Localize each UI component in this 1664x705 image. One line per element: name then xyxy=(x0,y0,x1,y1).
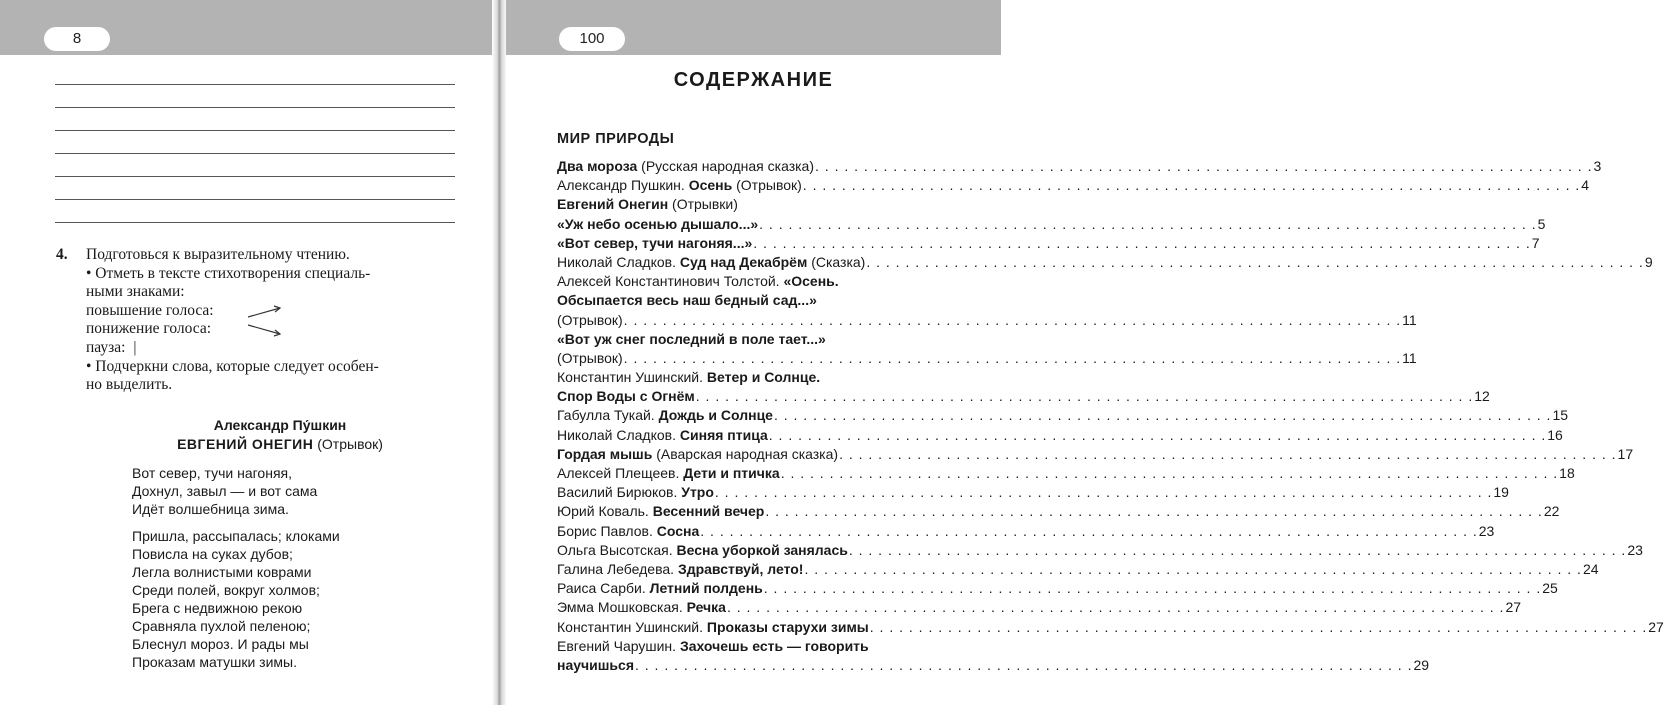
toc-entry-title: Летний полдень xyxy=(649,580,763,597)
task-number: 4. xyxy=(56,246,68,263)
toc-entry-title: Спор Воды с Огнём xyxy=(557,388,695,405)
toc-entry-title: научишься xyxy=(557,656,634,673)
poem-line: Идёт волшебница зима. xyxy=(132,501,289,517)
toc-entry-page: 11 xyxy=(1402,311,1417,328)
toc-entry-leader: . . . . . . . . . . . . . . . . . . . . . . . . . . . . . . . . . . . . . . . . . . . . . . . . . . . . . . . . . . . . . . . . . . . . . . . . . . . . . . . . xyxy=(802,177,1581,194)
toc-entry xyxy=(557,195,960,214)
poem-stanza-1 xyxy=(132,464,317,518)
poem-title xyxy=(110,436,450,452)
toc-entry-leader: . . . . . . . . . . . . . . . . . . . . . . . . . . . . . . . . . . . . . . . . . . . . . . . . . . . . . . . . . . . . . . . . . . . . . . . . . . . . . . . . xyxy=(753,234,1531,251)
toc-entry-leader: . . . . . . . . . . . . . . . . . . . . . . . . . . . . . . . . . . . . . . . . . . . . . . . . . . . . . . . . . . . . . . . . . . . . . . . . . . . . . . . . xyxy=(726,599,1505,616)
toc-entry-leader: . . . . . . . . . . . . . . . . . . . . . . . . . . . . . . . . . . . . . . . . . . . . . . . . . . . . . . . . . . . . . . . . . . . . . . . . . . . . . . . . xyxy=(773,407,1552,424)
toc-entry xyxy=(557,541,1643,560)
toc-entry xyxy=(557,483,1509,502)
toc-entry-note: (Отрывок) xyxy=(557,349,623,366)
toc-entry-author: Эмма Мошковская. xyxy=(557,599,683,616)
toc-entry-leader: . . . . . . . . . . . . . . . . . . . . . . . . . . . . . . . . . . . . . . . . . . . . . . . . . . . . . . . . . . . . . . . . . . . . . . . . . . . . . . . . xyxy=(695,388,1474,405)
toc-entry-author: Николай Сладков. xyxy=(557,253,676,270)
toc-entry xyxy=(557,618,1664,637)
task-4 xyxy=(56,246,476,395)
table-of-contents xyxy=(557,157,1664,675)
poem-line: Блеснул мороз. И рады мы xyxy=(132,636,309,652)
toc-entry xyxy=(557,291,960,310)
toc-entry-page: 17 xyxy=(1617,445,1634,462)
toc-entry-title: «Уж небо осенью дышало...» xyxy=(557,215,759,232)
toc-entry-title: Осень xyxy=(688,177,733,194)
toc-entry xyxy=(557,464,1575,483)
toc-entry-leader: . . . . . . . . . . . . . . . . . . . . . . . . . . . . . . . . . . . . . . . . . . . . . . . . . . . . . . . . . . . . . . . . . . . . . . . . . . . . . . . . xyxy=(765,503,1543,520)
raise-arrow-icon xyxy=(246,304,286,320)
toc-entry-page: 5 xyxy=(1537,215,1546,232)
toc-entry-page: 11 xyxy=(1402,349,1417,366)
toc-entry-author: Раиса Сарби. xyxy=(557,580,646,597)
toc-entry-leader: . . . . . . . . . . . . . . . . . . . . . . . . . . . . . . . . . . . . . . . . . . . . . . . . . . . . . . . . . . . . . . . . . . . . . . . . . . . . . . . . xyxy=(869,618,1648,635)
toc-entry-leader: . . . . . . . . . . . . . . . . . . . . . . . . . . . . . . . . . . . . . . . . . . . . . . . . . . . . . . . . . . . . . . . . . . . . . . . . . . . . . . . . xyxy=(780,465,1559,481)
toc-entry-author: Алексей Плещеев. xyxy=(557,465,680,481)
toc-entry-page: 22 xyxy=(1543,503,1560,520)
toc-entry-leader: . . . . . . . . . . . . . . . . . . . . . . . . . . . . . . . . . . . . . . . . . . . . . . . . . . . . . . . . . . . . . . . . . . . . . . . . . . . . . . . . xyxy=(623,349,1402,366)
task-line: но выделить. xyxy=(86,376,173,394)
toc-entry-author: Василий Бирюков. xyxy=(557,484,678,501)
toc-entry xyxy=(557,406,1569,425)
toc-entry-author: Борис Павлов. xyxy=(557,522,653,539)
toc-entry-author: Юрий Коваль. xyxy=(557,503,649,520)
toc-entry-leader: . . . . . . . . . . . . . . . . . . . . . . . . . . . . . . . . . . . . . . . . . . . . . . . . . . . . . . . . . . . . . . . . . . . . . . . . . . . . . . . . xyxy=(768,426,1547,443)
toc-entry xyxy=(557,368,960,387)
toc-entry-note: (Аварская народная сказка) xyxy=(656,445,839,462)
mark-lower-label: понижение голоса: xyxy=(86,320,212,338)
toc-entry-author: Николай Сладков. xyxy=(557,426,676,443)
toc-entry-leader: . . . . . . . . . . . . . . . . . . . . . . . . . . . . . . . . . . . . . . . . . . . . . . . . . . . . . . . . . . . . . . . . . . . . . . . . . . . . . . . . xyxy=(759,215,1537,232)
toc-entry-title: Утро xyxy=(681,484,714,501)
toc-entry-title: «Вот уж снег последний в поле тает...» xyxy=(557,330,826,347)
toc-entry-author: Алексей Константинович Толстой. xyxy=(557,273,780,290)
toc-entry-page: 27 xyxy=(1505,599,1522,616)
toc-entry-title: Захочешь есть — говорить xyxy=(679,637,869,654)
poem-line: Брега с недвижною рекою xyxy=(132,600,303,616)
left-page-number: 8 xyxy=(44,27,110,51)
poem-stanza-2 xyxy=(132,527,340,671)
toc-entry xyxy=(557,522,1495,541)
toc-entry-title: Весенний вечер xyxy=(652,503,765,520)
toc-entry-page: 4 xyxy=(1581,177,1590,194)
toc-entry-author: Константин Ушинский. xyxy=(557,618,704,635)
toc-entry xyxy=(557,272,960,291)
toc-entry-title: Речка xyxy=(686,599,726,616)
writing-line xyxy=(55,153,455,154)
writing-line xyxy=(55,222,455,223)
poem-line: Сравняла пухлой пеленою; xyxy=(132,618,311,634)
toc-entry-page: 9 xyxy=(1644,253,1653,270)
toc-entry xyxy=(557,637,960,656)
toc-entry-leader: . . . . . . . . . . . . . . . . . . . . . . . . . . . . . . . . . . . . . . . . . . . . . . . . . . . . . . . . . . . . . . . . . . . . . . . . . . . . . . . . xyxy=(635,656,1413,673)
pause-symbol: | xyxy=(133,338,137,356)
toc-entry xyxy=(557,176,1590,195)
toc-entry-author: Габулла Тукай. xyxy=(557,407,655,424)
toc-entry xyxy=(557,253,1653,272)
toc-entry-leader: . . . . . . . . . . . . . . . . . . . . . . . . . . . . . . . . . . . . . . . . . . . . . . . . . . . . . . . . . . . . . . . . . . . . . . . . . . . . . . . . xyxy=(623,311,1402,328)
mark-pause xyxy=(86,339,476,358)
toc-entry-leader: . . . . . . . . . . . . . . . . . . . . . . . . . . . . . . . . . . . . . . . . . . . . . . . . . . . . . . . . . . . . . . . . . . . . . . . . . . . . . . . . xyxy=(700,522,1478,539)
toc-entry-leader: . . . . . . . . . . . . . . . . . . . . . . . . . . . . . . . . . . . . . . . . . . . . . . . . . . . . . . . . . . . . . . . . . . . . . . . . . . . . . . . . xyxy=(763,580,1542,597)
toc-entry xyxy=(557,656,1430,675)
left-page xyxy=(0,0,493,705)
mark-raise-label: повышение голоса: xyxy=(86,301,214,319)
poem-line: Среди полей, вокруг холмов; xyxy=(132,582,320,598)
writing-line xyxy=(55,176,455,177)
toc-entry-title: Здравствуй, лето! xyxy=(677,560,804,577)
toc-entry-title: Евгений Онегин xyxy=(557,196,669,213)
toc-entry-author: Галина Лебедева. xyxy=(557,560,675,577)
toc-entry-page: 29 xyxy=(1413,656,1430,673)
toc-entry-note: (Отрывок) xyxy=(557,311,623,328)
toc-entry-title: Обсыпается весь наш бедный сад...» xyxy=(557,292,817,309)
task-line: • Подчеркни слова, которые следует особен- xyxy=(86,357,379,375)
toc-entry xyxy=(557,579,1558,598)
toc-entry-page: 15 xyxy=(1552,407,1569,424)
toc-entry-title: «Осень. xyxy=(783,273,839,290)
toc-entry-page: 24 xyxy=(1582,560,1599,577)
toc-entry-page: 23 xyxy=(1478,522,1495,539)
toc-entry-note: (Сказка) xyxy=(811,253,866,270)
task-line: • Отметь в тексте стихотворения специаль- xyxy=(86,264,371,282)
toc-entry-author: Александр Пушкин. xyxy=(557,177,685,194)
toc-entry xyxy=(557,215,1546,234)
toc-entry xyxy=(557,560,1599,579)
toc-entry-note: (Отрывок) xyxy=(736,177,802,194)
writing-line xyxy=(55,107,455,108)
mark-pause-label: пауза: xyxy=(86,338,126,356)
toc-section-title: МИР ПРИРОДЫ xyxy=(557,131,675,147)
toc-entry-page: 12 xyxy=(1474,388,1490,405)
poem-author: Александр Пу́шкин xyxy=(213,417,347,433)
toc-entry xyxy=(557,502,1560,521)
toc-entry xyxy=(557,234,1540,253)
poem-line: Повисла на суках дубов; xyxy=(132,546,293,562)
toc-entry-title: Дождь и Солнце xyxy=(658,407,773,424)
poem-title-main: ЕВГЕНИЙ ОНЕГИН xyxy=(177,436,314,452)
mark-lower xyxy=(86,320,476,339)
right-page-number: 100 xyxy=(559,27,625,51)
writing-line xyxy=(55,199,455,200)
toc-entry-title: Весна уборкой занялась xyxy=(676,541,848,558)
mark-raise xyxy=(86,302,476,321)
toc-entry-leader: . . . . . . . . . . . . . . . . . . . . . . . . . . . . . . . . . . . . . . . . . . . . . . . . . . . . . . . . . . . . . . . . . . . . . . . . . . . . . . . . xyxy=(839,445,1617,462)
toc-entry-author: Константин Ушинский. xyxy=(557,369,704,386)
writing-line xyxy=(55,130,455,131)
poem-line: Вот север, тучи нагоняя, xyxy=(132,465,292,481)
poem-line: Пришла, рассыпалась; клоками xyxy=(132,528,340,544)
toc-entry-title: Ветер и Солнце. xyxy=(706,369,821,386)
toc-entry-title: Два мороза xyxy=(557,158,638,174)
toc-entry-page: 16 xyxy=(1547,426,1563,443)
task-line: ными знаками: xyxy=(86,283,185,301)
toc-entry-page: 27 xyxy=(1648,618,1664,635)
poem-subtitle: (Отрывок) xyxy=(317,436,383,452)
toc-entry-note: (Русская народная сказка) xyxy=(641,158,815,174)
toc-entry-page: 25 xyxy=(1542,580,1558,597)
toc-entry-leader: . . . . . . . . . . . . . . . . . . . . . . . . . . . . . . . . . . . . . . . . . . . . . . . . . . . . . . . . . . . . . . . . . . . . . . . . . . . . . . . . xyxy=(714,484,1493,501)
toc-entry-page: 3 xyxy=(1593,158,1602,174)
toc-entry-title: Дети и птичка xyxy=(683,465,780,481)
toc-entry xyxy=(557,157,1602,176)
book-gutter xyxy=(492,0,507,705)
toc-entry-title: Синяя птица xyxy=(679,426,768,443)
toc-entry-page: 7 xyxy=(1531,234,1540,251)
task-line: Подготовься к выразительному чтению. xyxy=(86,246,350,263)
toc-entry-leader: . . . . . . . . . . . . . . . . . . . . . . . . . . . . . . . . . . . . . . . . . . . . . . . . . . . . . . . . . . . . . . . . . . . . . . . . . . . . . . . . xyxy=(848,541,1627,558)
poem-line: Легла волнистыми коврами xyxy=(132,564,312,580)
toc-entry-title: «Вот север, тучи нагоняя...» xyxy=(557,234,753,251)
toc-entry-leader: . . . . . . . . . . . . . . . . . . . . . . . . . . . . . . . . . . . . . . . . . . . . . . . . . . . . . . . . . . . . . . . . . . . . . . . . . . . . . . . . xyxy=(815,158,1593,174)
toc-entry xyxy=(557,349,1417,368)
toc-entry-author: Ольга Высотская. xyxy=(557,541,673,558)
lower-arrow-icon xyxy=(246,321,286,339)
right-page xyxy=(506,0,1664,705)
toc-entry-page: 23 xyxy=(1627,541,1643,558)
toc-entry-title: Сосна xyxy=(656,522,700,539)
toc-entry xyxy=(557,426,1563,445)
toc-entry-title: Гордая мышь xyxy=(557,445,653,462)
toc-entry-author: Евгений Чарушин. xyxy=(557,637,677,654)
toc-entry-title: Суд над Декабрём xyxy=(679,253,808,270)
toc-entry-page: 18 xyxy=(1559,465,1575,481)
toc-entry xyxy=(557,387,1490,406)
poem-line: Дохнул, завыл — и вот сама xyxy=(132,483,318,499)
toc-entry-page: 19 xyxy=(1493,484,1509,501)
writing-line xyxy=(55,84,455,85)
toc-title: СОДЕРЖАНИЕ xyxy=(673,69,834,91)
toc-entry xyxy=(557,311,1417,330)
poem-line: Проказам матушки зимы. xyxy=(132,654,297,670)
toc-entry xyxy=(557,445,1634,464)
toc-entry-leader: . . . . . . . . . . . . . . . . . . . . . . . . . . . . . . . . . . . . . . . . . . . . . . . . . . . . . . . . . . . . . . . . . . . . . . . . . . . . . . . . xyxy=(804,560,1582,577)
toc-entry-title: Проказы старухи зимы xyxy=(706,618,869,635)
toc-entry-note: (Отрывки) xyxy=(672,196,738,213)
toc-entry xyxy=(557,598,1522,617)
toc-entry-leader: . . . . . . . . . . . . . . . . . . . . . . . . . . . . . . . . . . . . . . . . . . . . . . . . . . . . . . . . . . . . . . . . . . . . . . . . . . . . . . . . xyxy=(866,253,1644,270)
toc-entry xyxy=(557,330,960,349)
